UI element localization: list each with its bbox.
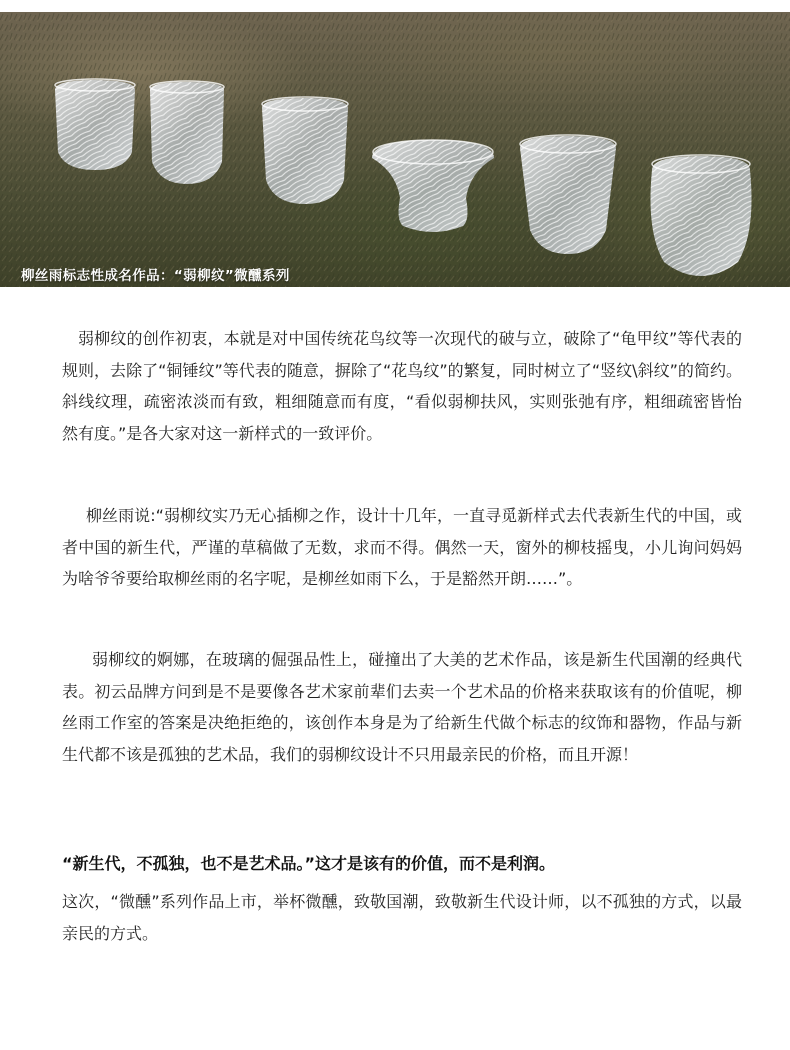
- banner-caption: 柳丝雨标志性成名作品：“弱柳纹”微醺系列: [21, 268, 290, 284]
- glass-cup-1: [55, 79, 135, 170]
- product-banner-image: [0, 12, 790, 287]
- glass-cup-2: [150, 81, 224, 184]
- glass-cup-6: [651, 155, 752, 276]
- article-paragraph-1: 弱柳纹的创作初衷，本就是对中国传统花鸟纹等一次现代的破与立，破除了“龟甲纹”等代表的规则，去除了“铜锤纹”等代表的随意，摒除了“花鸟纹”的繁复，同时树立了“竖纹\斜纹”的简约。斜线纹理，疏密浓淡而有致，粗细随意而有度，“看似弱柳扶风，实则张弛有序，粗细疏密皆怡然有度。”是各大家对这一新样式的一致评价。: [62, 329, 742, 443]
- glass-cup-3: [262, 97, 348, 204]
- article-slogan: “新生代，不孤独，也不是艺术品。”这才是该有的价值，而不是利润。: [62, 854, 556, 873]
- article-paragraph-2: 柳丝雨说:“弱柳纹实乃无心插柳之作，设计十几年，一直寻觅新样式去代表新生代的中国，或者中国的新生代，严谨的草稿做了无数，求而不得。偶然一天，窗外的柳枝摇曳，小儿询问妈妈为啥爷爷要给取柳丝雨的名字呢，是柳丝如雨下么，于是豁然开朗……”。: [62, 506, 742, 588]
- article-paragraph-3: 弱柳纹的婀娜，在玻璃的倔强品性上，碰撞出了大美的艺术作品，该是新生代国潮的经典代表。初云品牌方问到是不是要像各艺术家前辈们去卖一个艺术品的价格来获取该有的价值呢，柳丝雨工作室的答案是决绝拒绝的，该创作本身是为了给新生代做个标志的纹饰和器物，作品与新生代都不该是孤独的艺术品，我们的弱柳纹设计不只用最亲民的价格，而且开源！: [62, 650, 742, 764]
- article-paragraph-4: 这次，“微醺”系列作品上市，举杯微醺，致敬国潮，致敬新生代设计师，以不孤独的方式，以最亲民的方式。: [62, 892, 742, 943]
- glass-cup-5: [520, 135, 616, 254]
